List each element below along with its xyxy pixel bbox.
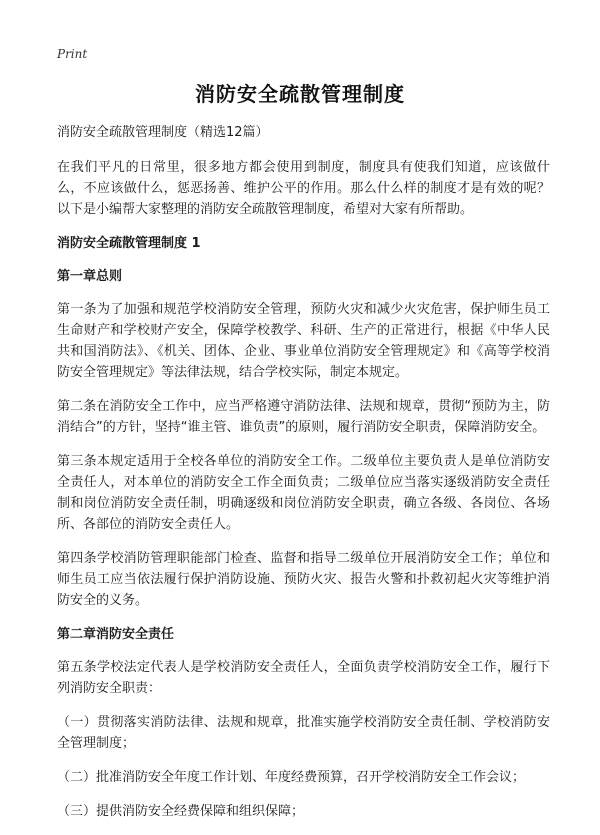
list-item: （二）批准消防安全年度工作计划、年度经费预算，召开学校消防安全工作会议； [57, 770, 526, 785]
document-body [57, 122, 550, 835]
chapter-heading-1: 第一章总则 [57, 269, 123, 284]
intro-paragraph: 在我们平凡的日常里，很多地方都会使用到制度，制度具有使我们知道，应该做什么，不应该做什么，惩恶扬善、维护公平的作用。那么什么样的制度才是有效的呢？以下是小编帮大家整理的消防安全疏散管理制度，希望对大家有所帮助。 [57, 160, 550, 217]
list-item: （三）提供消防安全经费保障和组织保障； [57, 804, 305, 819]
article-paragraph: 第一条为了加强和规范学校消防安全管理，预防火灾和减少火灾危害，保护师生员工生命财产和学校财产安全，保障学校教学、科研、生产的正常进行，根据《中华人民共和国消防法》、《机关、团体、企业、事业单位消防安全管理规定》和《高等学校消防安全管理规定》等法律法规，结合学校实际，制定本规定。 [57, 302, 550, 380]
article-paragraph: 第四条学校消防管理职能部门检查、监督和指导二级单位开展消防安全工作；单位和师生员工应当依法履行保护消防设施、预防火灾、报告火警和扑救初起火灾等维护消防安全的义务。 [57, 551, 550, 608]
article-paragraph: 第三条本规定适用于全校各单位的消防安全工作。二级单位主要负责人是单位消防安全责任人，对本单位的消防安全工作全面负责；二级单位应当落实逐级消防安全责任制和岗位消防安全责任制，明确逐级和岗位消防安全职责，确立各级、各岗位、各场所、各部位的消防安全责任人。 [57, 454, 550, 532]
document-subtitle: 消防安全疏散管理制度（精选12篇） [57, 125, 269, 140]
chapter-heading-2: 第二章消防安全责任 [57, 627, 175, 642]
article-paragraph: 第五条学校法定代表人是学校消防安全责任人，全面负责学校消防安全工作，履行下列消防安全职责： [57, 660, 550, 696]
document-title: 消防安全疏散管理制度 [195, 82, 405, 106]
list-item: （一）贯彻落实消防法律、法规和规章，批准实施学校消防安全责任制、学校消防安全管理制度； [57, 715, 550, 751]
article-paragraph: 第二条在消防安全工作中，应当严格遵守消防法律、法规和规章，贯彻“预防为主，防消结合”的方针，坚持“谁主管、谁负责”的原则，履行消防安全职责，保障消防安全。 [57, 399, 550, 435]
print-label[interactable]: Print [57, 47, 88, 61]
section-heading: 消防安全疏散管理制度 1 [57, 236, 201, 251]
